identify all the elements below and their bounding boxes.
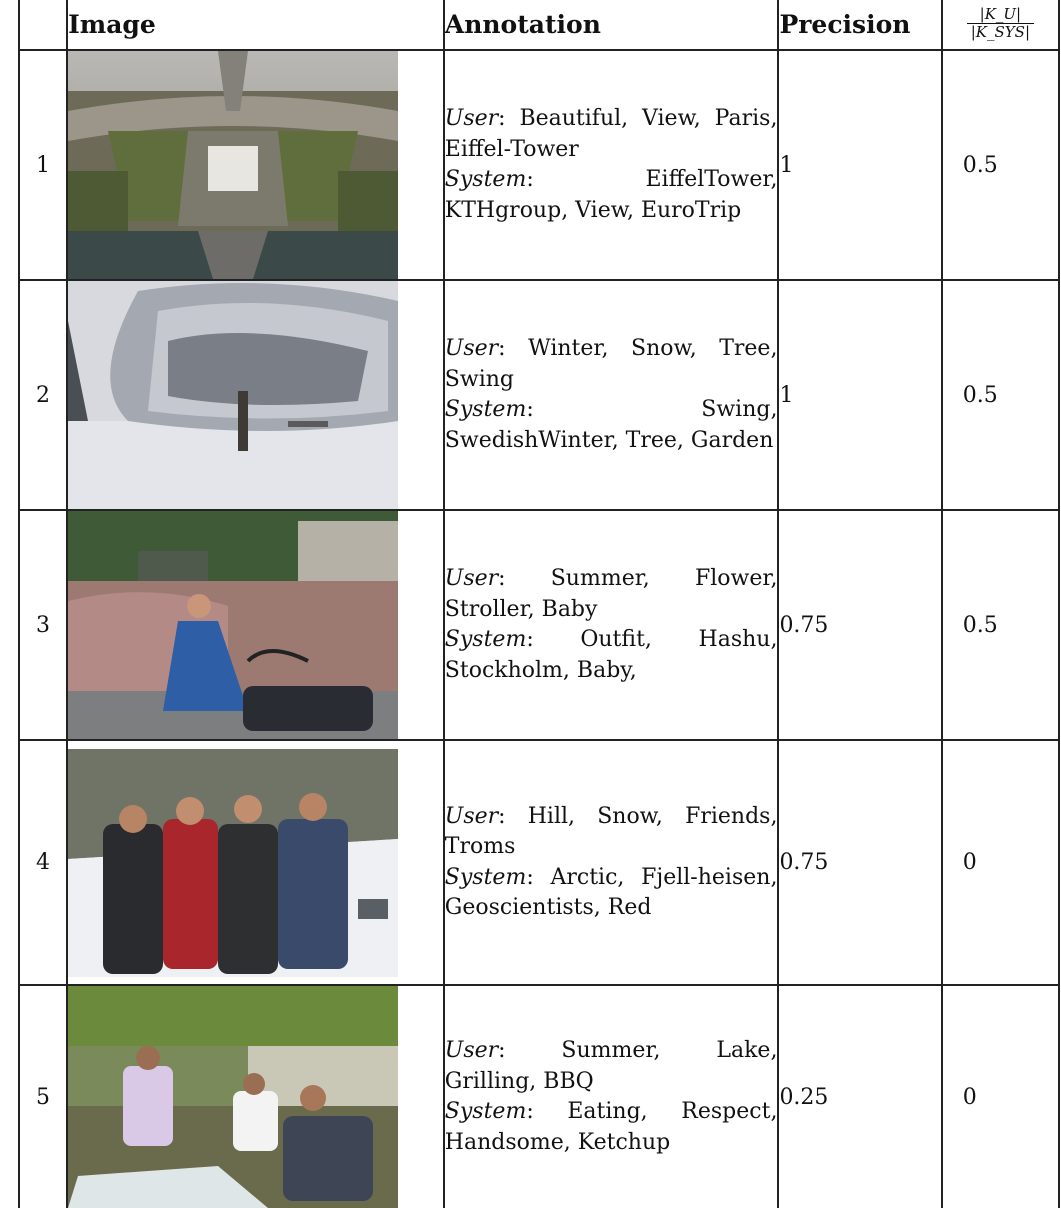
- header-ratio: [942, 0, 1059, 50]
- user-label: User: [444, 1038, 499, 1063]
- system-tags: : EiffelTower, KTHgroup, View, EuroTrip: [444, 167, 778, 223]
- image-cell: [67, 985, 444, 1208]
- image-cell: [67, 740, 444, 985]
- row-number: 4: [19, 740, 67, 985]
- row-number: 5: [19, 985, 67, 1208]
- row-number: 3: [19, 510, 67, 740]
- table-row: [19, 510, 1059, 740]
- user-label: User: [444, 566, 499, 591]
- header-annotation: Annotation: [444, 0, 779, 50]
- user-label: User: [444, 336, 499, 361]
- image-cell: [67, 50, 444, 280]
- header-precision: Precision: [778, 0, 941, 50]
- user-tags: : Hill, Snow, Friends, Troms: [444, 803, 778, 859]
- photo-aerial-city: [68, 51, 398, 279]
- photo-snowy-tree: [68, 281, 398, 509]
- annotation-cell: [444, 740, 779, 985]
- user-tags: : Summer, Flower, Stroller, Baby: [444, 566, 778, 622]
- system-tags: : Outfit, Hashu, Stockholm, Baby,: [444, 627, 778, 683]
- table-row: [19, 50, 1059, 280]
- ratio-value: 0.5: [942, 510, 1059, 740]
- precision-value: 1: [778, 280, 941, 510]
- ratio-value: 0.5: [942, 50, 1059, 280]
- annotation-table: [18, 0, 1060, 1208]
- system-tags: : Swing, SwedishWinter, Tree, Garden: [444, 397, 778, 453]
- system-tags: : Arctic, Fjell-heisen, Geoscientists, Red: [444, 864, 778, 920]
- image-cell: [67, 280, 444, 510]
- precision-value: 1: [778, 50, 941, 280]
- precision-value: 0.75: [778, 740, 941, 985]
- row-number: 2: [19, 280, 67, 510]
- ratio-value: 0.5: [942, 280, 1059, 510]
- row-number: 1: [19, 50, 67, 280]
- ratio-denominator: |K_SYS|: [970, 22, 1031, 41]
- system-label: System: [444, 1099, 527, 1124]
- table-row: [19, 985, 1059, 1208]
- user-label: User: [444, 803, 499, 829]
- system-tags: : Eating, Respect, Handsome, Ketchup: [444, 1099, 778, 1155]
- system-label: System: [444, 864, 527, 890]
- user-tags: : Beautiful, View, Paris, Eiffel-Tower: [444, 106, 778, 162]
- annotation-cell: [444, 985, 779, 1208]
- ratio-fraction: [967, 4, 1034, 41]
- user-tags: : Summer, Lake, Grilling, BBQ: [444, 1038, 778, 1094]
- annotation-cell: [444, 510, 779, 740]
- system-label: System: [444, 397, 527, 422]
- table-row: [19, 280, 1059, 510]
- precision-value: 0.25: [778, 985, 941, 1208]
- ratio-numerator: |K_U|: [967, 7, 1034, 24]
- header-row: [19, 0, 1059, 50]
- image-cell: [67, 510, 444, 740]
- user-label: User: [444, 106, 499, 131]
- system-label: System: [444, 627, 527, 652]
- ratio-value: 0: [942, 740, 1059, 985]
- header-image: Image: [67, 0, 444, 50]
- photo-four-friends: [68, 749, 398, 977]
- table-row: [19, 740, 1059, 985]
- photo-woman-stroller: [68, 511, 398, 739]
- annotation-cell: [444, 280, 779, 510]
- photo-lakeside-picnic: [68, 986, 398, 1208]
- annotation-cell: [444, 50, 779, 280]
- ratio-value: 0: [942, 985, 1059, 1208]
- system-label: System: [444, 167, 527, 192]
- user-tags: : Winter, Snow, Tree, Swing: [444, 336, 778, 392]
- header-index: [19, 0, 67, 50]
- precision-value: 0.75: [778, 510, 941, 740]
